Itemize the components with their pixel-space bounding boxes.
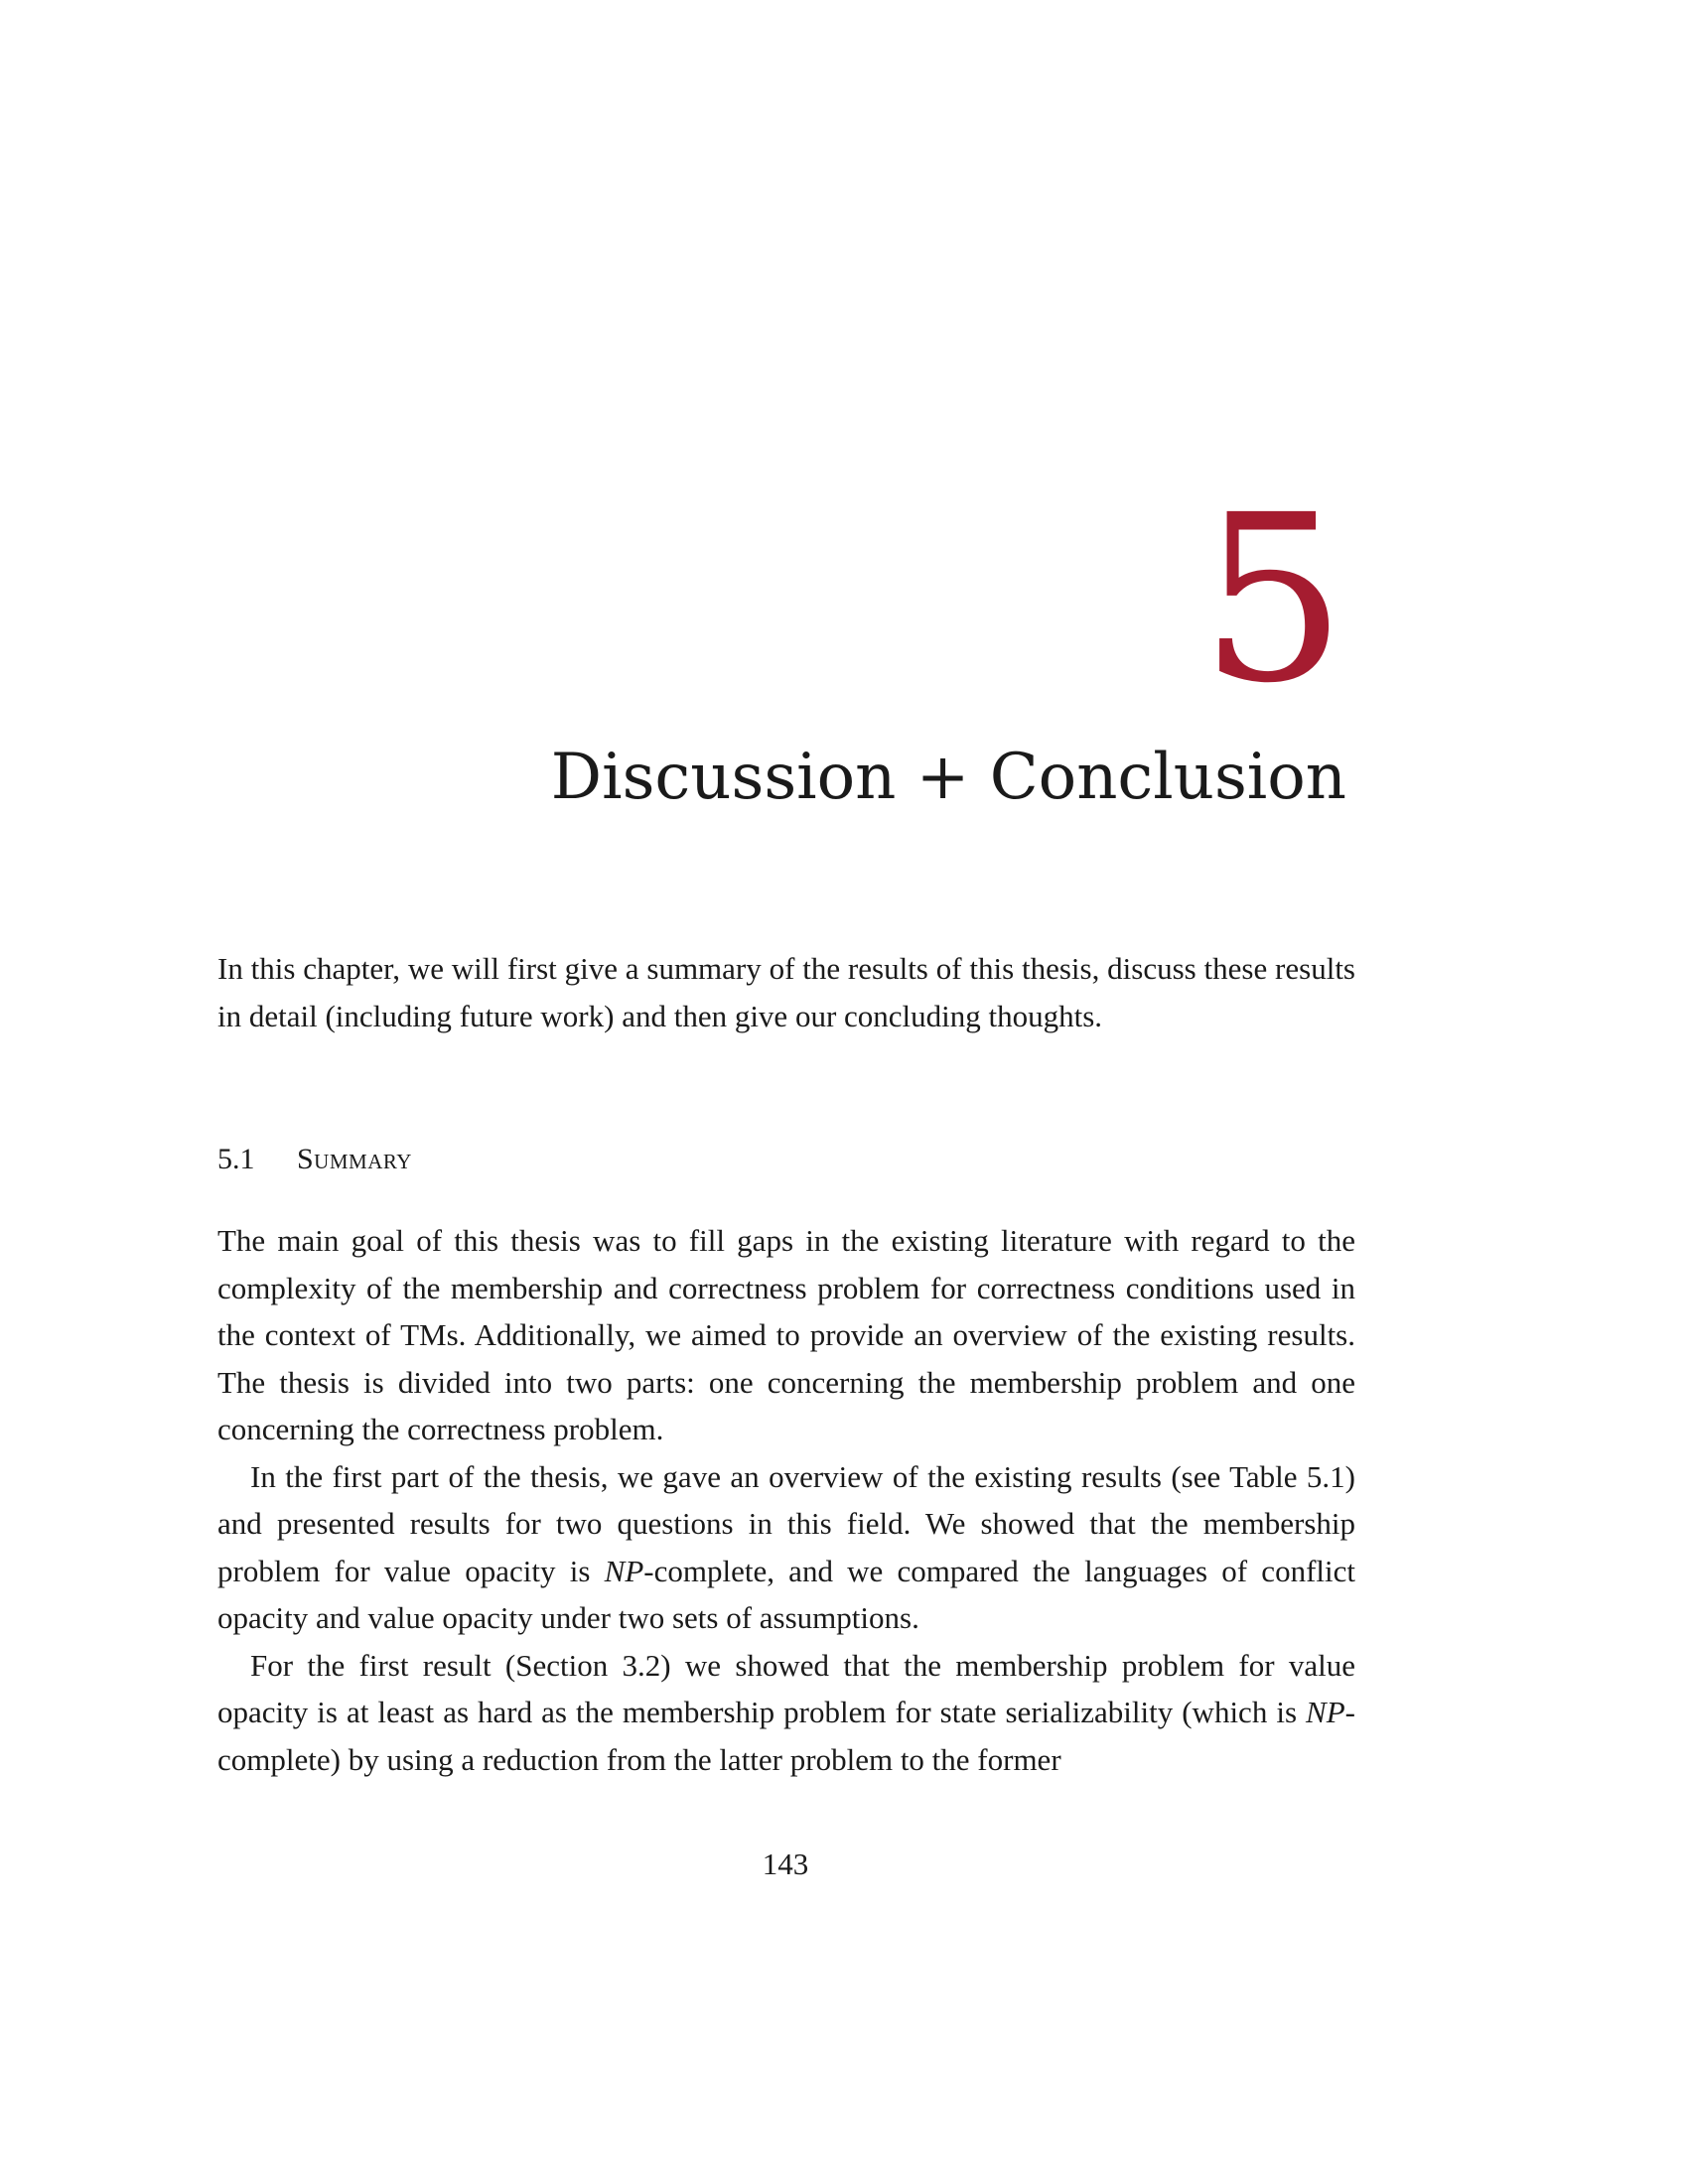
- chapter-number: 5: [1199, 466, 1346, 734]
- summary-paragraph-2: [217, 1453, 1355, 1642]
- chapter-title: Discussion + Conclusion: [550, 741, 1346, 814]
- page-number: 143: [762, 1846, 809, 1881]
- summary-paragraph-2-text-b: -complete, and we compared the languages of conflict opacity and value opacity under two sets of assumptions.: [217, 1553, 1355, 1635]
- summary-body: [217, 1217, 1355, 1783]
- summary-paragraph-2-text-a: In the first part of the thesis, we gave an overview of the existing results (see Table 5.1) and presented results for two questions in this field. We showed that the membership problem for value opacity is: [217, 1458, 1355, 1588]
- summary-paragraph-1: The main goal of this thesis was to fill gaps in the existing literature with regard to the complexity of the membership and correctness problem for correctness conditions used in the context of TMs. Additionally, we aimed to provide an overview of the existing results. The thesis is divided into two parts: one concerning the membership problem and one concerning the correctness problem.: [217, 1223, 1355, 1446]
- section-number: 5.1: [217, 1143, 255, 1175]
- section-title: Summary: [297, 1143, 412, 1175]
- summary-paragraph-3-text-b: -complete) by using a reduction from the latter problem to the former: [217, 1695, 1355, 1777]
- intro-paragraph: In this chapter, we will first give a summary of the results of this thesis, discuss these results in detail (including future work) and then give our concluding thoughts.: [217, 951, 1355, 1033]
- math-np: NP: [1306, 1695, 1345, 1729]
- section-heading: [217, 1140, 412, 1179]
- summary-paragraph-3: [217, 1642, 1355, 1784]
- math-np: NP: [604, 1553, 644, 1588]
- summary-paragraph-3-text-a: For the first result (Section 3.2) we showed that the membership problem for value opacity is at least as hard as the membership problem for state serializability (which is: [217, 1647, 1355, 1729]
